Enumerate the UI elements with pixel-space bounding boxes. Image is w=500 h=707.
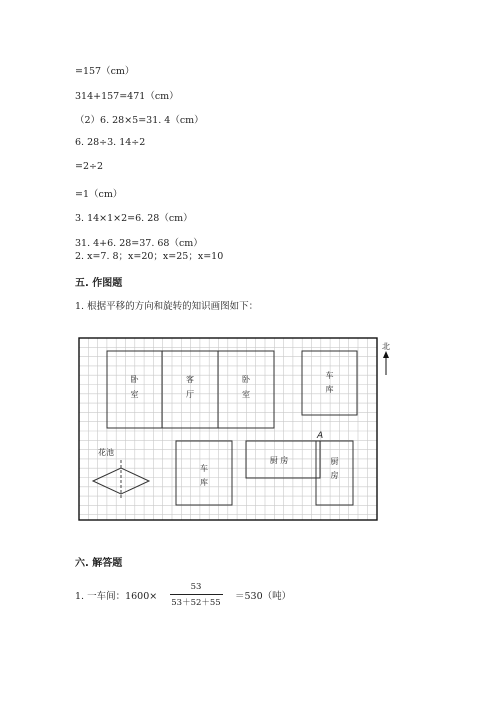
garage-bottom-rect [176, 441, 232, 505]
room-label: 车 [200, 464, 208, 473]
section-six-heading: 六. 解答题 [75, 558, 123, 569]
room-label: 客 [186, 375, 194, 384]
room-label: 卧 [130, 375, 139, 384]
fraction-denominator: 53＋52＋55 [171, 598, 221, 608]
room-label: 房 [330, 471, 339, 480]
solution-line: （2）6. 28×5=31. 4（cm） [75, 115, 204, 126]
solution-line: =2÷2 [75, 161, 104, 172]
fraction-numerator: 53 [190, 582, 202, 592]
question-text: ＝530（吨） [235, 591, 292, 602]
room-label: 库 [200, 478, 208, 487]
room-label: 厨 [330, 457, 339, 466]
section-five-heading: 五. 作图题 [75, 278, 123, 289]
question-text: 1. 一车间：1600× [75, 591, 158, 602]
room-label: 厨 房 [269, 456, 289, 465]
solution-line: 2. x=7. 8；x=20；x=25；x=10 [75, 251, 224, 262]
room-label: 厅 [186, 390, 194, 399]
room-label: 卧 [242, 375, 250, 384]
room-label: 库 [325, 385, 334, 394]
room-label: 车 [325, 371, 334, 380]
north-arrowhead-icon [383, 351, 389, 358]
room-label: 室 [130, 390, 139, 399]
solution-line: 6. 28÷3. 14÷2 [75, 137, 146, 148]
floor-plan-grid [0, 330, 500, 560]
fraction-bar [170, 594, 223, 595]
question-text: 1. 根据平移的方向和旋转的知识画图如下： [75, 301, 259, 312]
solution-line: 314+157=471（cm） [75, 91, 179, 102]
solution-line: 31. 4+6. 28=37. 68（cm） [75, 238, 203, 249]
north-label: 北 [382, 342, 390, 351]
solution-line: 3. 14×1×2=6. 28（cm） [75, 213, 193, 224]
room-label: 室 [242, 390, 250, 399]
flower-bed-label: 花池 [98, 448, 114, 457]
point-a-label: A [317, 431, 324, 441]
solution-line: =157（cm） [75, 66, 135, 77]
solution-line: =1（cm） [75, 189, 123, 200]
